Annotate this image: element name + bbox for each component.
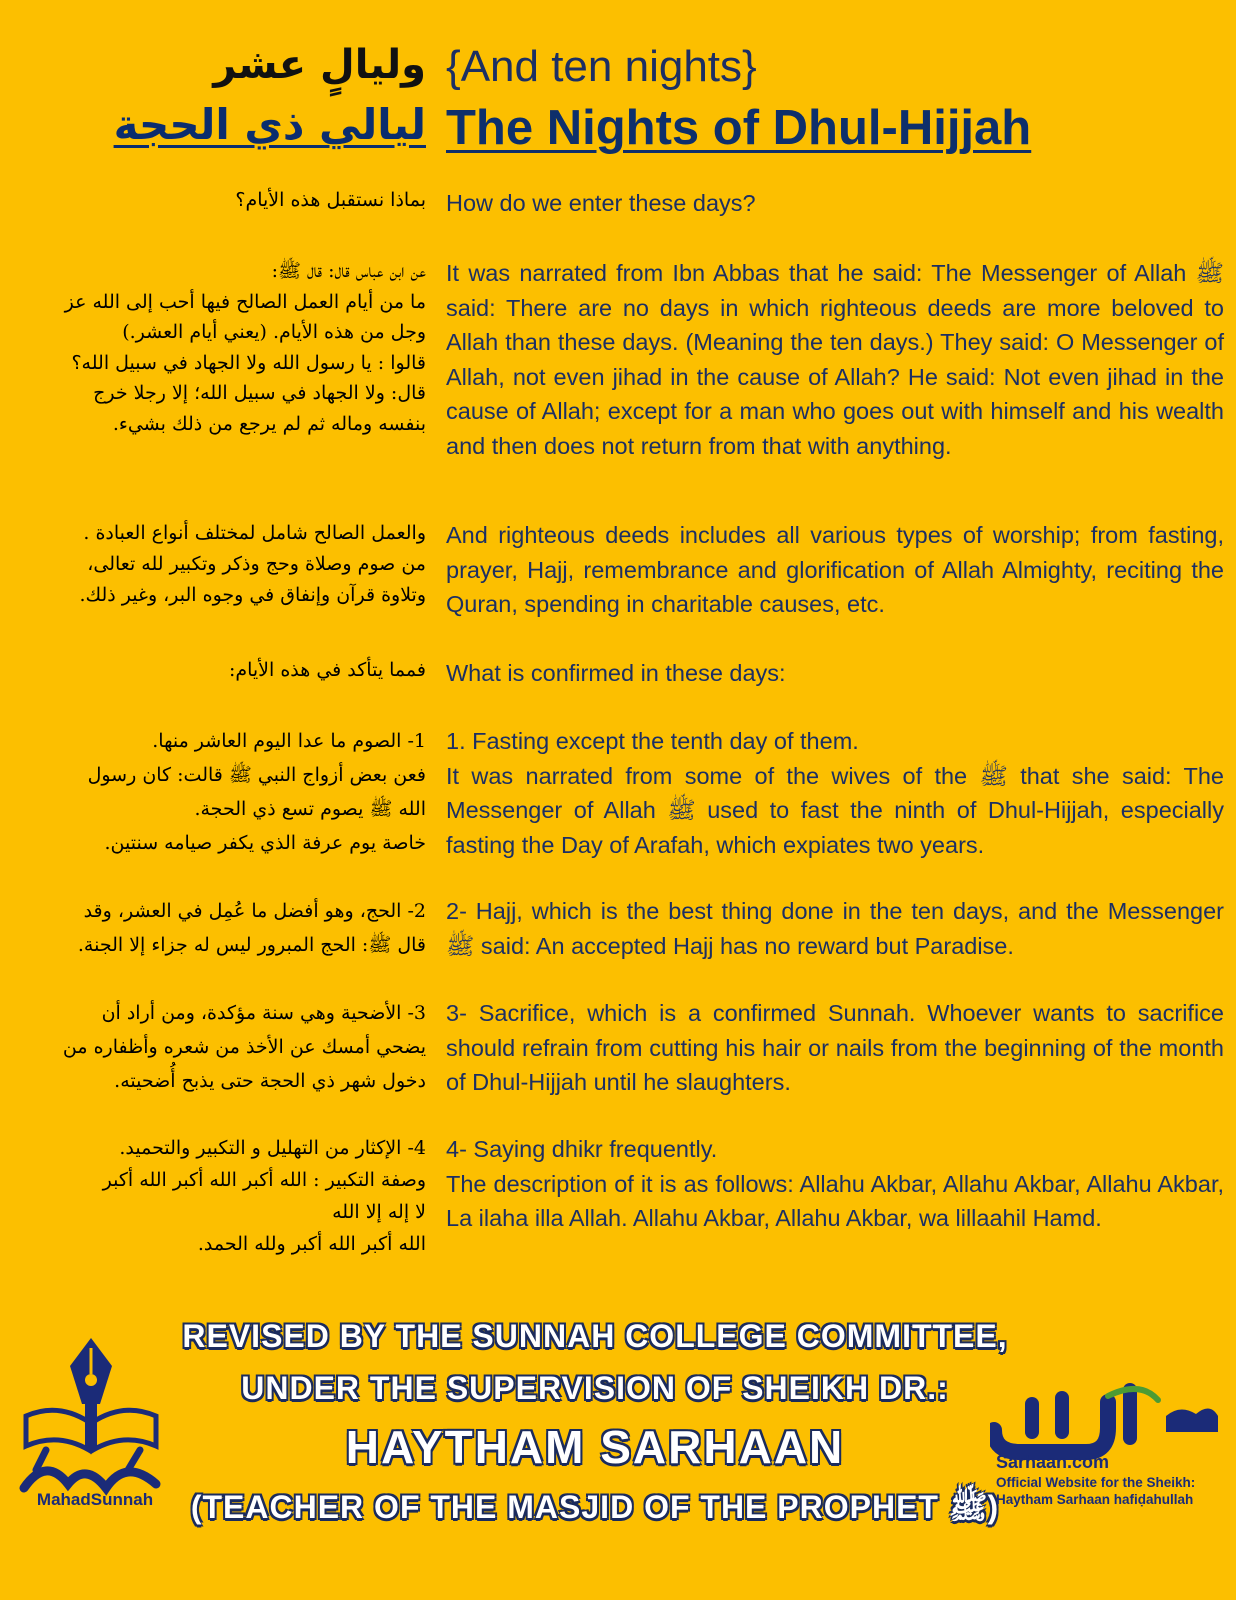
arabic-line: قالوا : يا رسول الله ولا الجهاد في سبيل الله؟ [71,351,426,374]
arabic-line: وتلاوة قرآن وإنفاق في وجوه البر، وغير ذلك. [79,584,426,606]
english-column [446,518,1224,622]
arabic-line: فمما يتأكد في هذه الأيام: [228,659,426,681]
arabic-column [10,894,426,962]
arabic-column [10,256,426,439]
english-column [446,256,1224,463]
arabic-line: لا إله إلا الله [332,1201,426,1223]
footer-supervision-line: UNDER THE SUPERVISION OF SHEIKH DR.: [241,1370,949,1406]
arabic-line: فعن بعض أزواج النبي ﷺ قالت: كان رسول [87,764,426,786]
arabic-line: خاصة يوم عرفة الذي يكفر صيامه سنتين. [104,832,426,854]
sarhaan-site-link[interactable]: Sarhaan.com [996,1452,1110,1472]
arabic-line: ما من أيام العمل الصالح فيها أحب إلى الله عز [64,290,426,313]
arabic-line: الله ﷺ يصوم تسع ذي الحجة. [194,798,426,820]
footer-teacher-line: (TEACHER OF THE MASJID OF THE PROPHET ﷺ) [190,1489,1000,1525]
english-paragraph: The description of it is as follows: Allahu Akbar, Allahu Akbar, Allahu Akbar, La ilaha illa Allah. Allahu Akbar, Allahu Akbar, wa lillaahil Hamd. [446,1170,1224,1231]
english-paragraph: It was narrated from Ibn Abbas that he said: The Messenger of Allah ﷺ said: There are no days in which righteous deeds are more beloved to Allah than these days. (Meaning the ten days.) They said: O Messenger of Allah, not even jihad in the cause of Allah? He said: Not even jihad in the cause of Allah; except for a man who goes out with himself and his wealth and then does not return from that with anything. [446,260,1224,459]
english-paragraph: How do we enter these days? [446,190,756,216]
english-paragraph: 2- Hajj, which is the best thing done in the ten days, and the Messenger ﷺ said: An accepted Hajj has no reward but Paradise. [446,898,1224,959]
sarhaan-caption-line: Haytham Sarhaan hafiḍahullah [996,1492,1194,1507]
english-main-title: The Nights of Dhul-Hijjah [446,101,1032,155]
english-paragraph: 4- Saying dhikr frequently. [446,1136,718,1162]
sarhaan-caption-line: Official Website for the Sheikh: [996,1475,1196,1490]
english-paragraph: It was narrated from some of the wives of the ﷺ that she said: The Messenger of Allah ﷺ used to fast the ninth of Dhul-Hijjah, especially fasting the Day of Arafah, which expiates two years. [446,762,1224,858]
arabic-line: من صوم وصلاة وحج وذكر وتكبير لله تعالى، [87,553,426,575]
arabic-line: وصفة التكبير : الله أكبر الله أكبر الله أكبر [102,1169,426,1191]
english-column [446,1132,1224,1236]
arabic-verse-title: وليالٍ عشر [213,42,426,88]
arabic-column [10,518,426,611]
arabic-column [10,1132,426,1260]
arabic-line: يضحي أمسك عن الأخذ من شعره وأظفاره من [62,1036,426,1058]
arabic-line: 2- الحج، وهو أفضل ما عُمِل في العشر، وقد [83,900,426,922]
english-paragraph: And righteous deeds includes all various types of worship; from fasting, prayer, Hajj, remembrance and glorification of Allah Almighty, reciting the Quran, spending in charitable causes, etc. [446,522,1224,617]
english-column [446,656,1224,691]
english-verse-title: {And ten nights} [446,42,757,91]
arabic-column [10,186,426,215]
footer-sheikh-name: HAYTHAM SARHAAN [345,1421,845,1473]
arabic-line: الله أكبر الله أكبر ولله الحمد. [197,1233,426,1255]
arabic-line: 3- الأضحية وهي سنة مؤكدة، ومن أراد أن [101,1002,426,1024]
arabic-column [10,996,426,1098]
arabic-main-title: ليالي ذي الحجة [113,100,426,149]
arabic-line: بنفسه وماله ثم لم يرجع من ذلك بشيء. [112,412,426,435]
arabic-column [10,724,426,860]
arabic-line: وجل من هذه الأيام. (يعني أيام العشر.) [122,321,426,343]
english-paragraph: 1. Fasting except the tenth day of them. [446,728,859,754]
sarhaan-logo-icon [990,1380,1222,1460]
arabic-line: عن ابن عباس قال: قال ﷺ: [271,260,426,282]
english-column [446,894,1224,963]
arabic-line: دخول شهر ذي الحجة حتى يذبح أُضحيته. [114,1070,426,1092]
footer-revised-line: REVISED BY THE SUNNAH COLLEGE COMMITTEE, [182,1318,1008,1354]
arabic-line: قال: ولا الجهاد في سبيل الله؛ إلا رجلا خرج [93,382,426,404]
arabic-line: 4- الإكثار من التهليل و التكبير والتحميد. [119,1137,426,1159]
arabic-line: قال ﷺ: الحج المبرور ليس له جزاء إلا الجنة. [77,934,426,956]
sarhaan-caption [996,1474,1232,1508]
english-column [446,186,1224,221]
arabic-column [10,656,426,685]
mahadsunnah-logo-label: MahadSunnah [36,1490,154,1509]
arabic-line: بماذا نستقبل هذه الأيام؟ [235,189,426,211]
english-paragraph: What is confirmed in these days: [446,660,786,686]
english-column [446,996,1224,1100]
arabic-line: 1- الصوم ما عدا اليوم العاشر منها. [152,730,426,752]
arabic-line: والعمل الصالح شامل لمختلف أنواع العبادة . [83,522,426,544]
english-paragraph: 3- Sacrifice, which is a confirmed Sunnah. Whoever wants to sacrifice should refrain from cutting his hair or nails from the beginning of the month of Dhul-Hijjah until he slaughters. [446,1000,1224,1095]
english-column [446,724,1224,862]
